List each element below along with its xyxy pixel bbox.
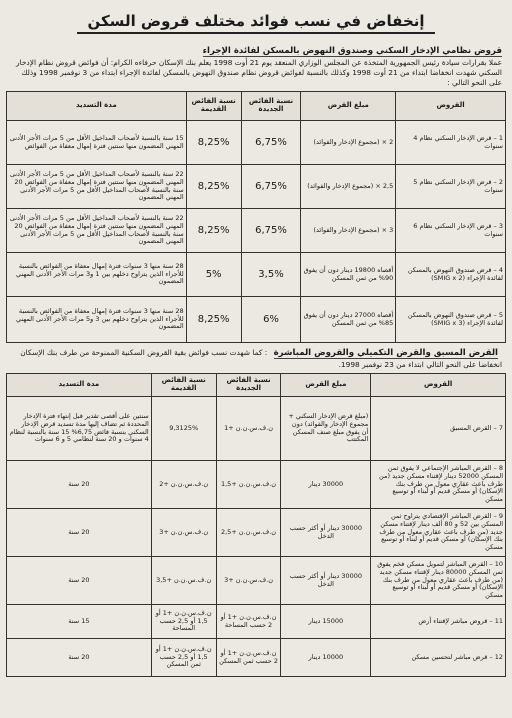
new-rate-cell: ن.ف.س.ن.ن +1 xyxy=(216,397,281,461)
loan-cell: 2 – قرض الإدخار السكني نظام 5 سنوات xyxy=(396,165,506,209)
header-new-rate: نسبة الفائض الجديدة xyxy=(241,92,301,121)
duration-cell: سنتين على أقصى تقدير قبل إنتهاء فترة الإدخار المحددة ثم تضاف إليها مدة تسديد قرض الإدخار السكني بنسبة فائض 6,75% 15 سنة بالنسبة لنظام 4 سنوات و 20 سنة لنظامي 5 و 6 سنوات xyxy=(7,397,152,461)
loan-cell: 4 – قرض صندوق النهوض بالمسكن لفائدة الإجراء (SMIG x 2) xyxy=(396,253,506,297)
amount-cell: 3 × (مجموع الإدخار والفوائد) xyxy=(301,209,396,253)
old-rate-cell: ن.ف.س.ن.ن +2 xyxy=(151,461,216,509)
section-1-intro: عملا بقرارات سيادة رئيس الجمهورية المتخذة عن المجلس الوزاري المنعقد يوم 21 أوت 1998 يعلم بنك الإسكان حرفاءه الكرام: أن فوائض قروض نظام الإدخار السكني شهدت انخفاضا ابتداء من 21 أوت 1998 وكذلك بالنسبة لفوائض قروض نظام صندوق النهوض بالمسكن لفائدة الإجراء ابتداء من 3 نوفمبر 1998 وذلك على النحو التالي : xyxy=(16,58,502,87)
loan-cell: 12 – قرض مباشر لتحسين مسكن xyxy=(371,639,506,677)
amount-cell: أقصاه 27000 دينار دون أن يفوق 85% من ثمن المسكن xyxy=(301,297,396,343)
loan-cell: 11 – قروض مباشر لإقتناء أرض xyxy=(371,605,506,639)
duration-cell: 15 سنة بالنسبة لأصحاب المداخيل الأقل من 5 مرات الأجر الأدنى المهني المضمون منها سنتين فترة إمهال معفاة من الفوائض xyxy=(7,121,187,165)
table-row xyxy=(7,165,506,209)
loan-cell: 3 – قرض الإدخار السكني نظام 6 سنوات xyxy=(396,209,506,253)
header-amount: مبلغ القرض xyxy=(301,92,396,121)
amount-cell: 15000 دينار xyxy=(281,605,371,639)
old-rate-cell: ن.ف.س.ن.ن +3 xyxy=(151,509,216,557)
table-1 xyxy=(6,91,506,343)
header-old-rate: نسبة الفائض القديمة xyxy=(151,374,216,397)
duration-cell: 20 سنة xyxy=(7,557,152,605)
loan-cell: 9 – القرض المباشر الإقتصادي يتراوح ثمن المسكن بين 52 و 80 ألف دينار لإقتناء مسكن جديد (من طرف باعث عقاري معول من طرف بنك الإسكان) أو مسكن قديم أو لبناء أو توسيع مسكن xyxy=(371,509,506,557)
old-rate-cell: ن.ف.س.ن.ن +3,5 xyxy=(151,557,216,605)
table-row xyxy=(7,639,506,677)
amount-cell: (مبلغ قرض الإدخار السكني + مجموع الإدخار والفوائد) دون أن يفوق مبلغ صنف المسكن المكتتب xyxy=(281,397,371,461)
title-block xyxy=(6,4,506,38)
header-new-rate: نسبة الفائض الجديدة xyxy=(216,374,281,397)
section-2-intro: : كما شهدت نسب فوائض بقية القروض السكنية الممنوحة من طرف بنك الإسكان انخفاضا على النحو التالي ابتداء من 23 نوفمبر 1998. xyxy=(20,348,502,369)
loan-cell: 10 – القرض المباشر لتمويل مسكن فخم يفوق ثمن المسكن 80000 دينار لإقتناء مسكن جديد (من طرف باعث عقاري معول من طرف بنك الإسكان) أو مسكن قديم أو لبناء أو توسيع مسكن xyxy=(371,557,506,605)
header-duration: مدة التسديد xyxy=(7,92,187,121)
table-row xyxy=(7,209,506,253)
new-rate-cell: ن.ف.س.ن.ن +1 أو 2 حسب المساحة xyxy=(216,605,281,639)
loan-cell: 7 – القرض المسبق xyxy=(371,397,506,461)
new-rate-cell: 6,75% xyxy=(241,165,301,209)
amount-cell: 2 × (مجموع الإدخار والفوائد) xyxy=(301,121,396,165)
table-row xyxy=(7,297,506,343)
table-row xyxy=(7,253,506,297)
old-rate-cell: 8,25% xyxy=(186,121,241,165)
new-rate-cell: ن.ف.س.ن.ن +1,5 xyxy=(216,461,281,509)
duration-cell: 22 سنة بالنسبة لأصحاب المداخيل الأقل من 5 مرات الأجر الأدنى المهني المضمون منها سنتين فترة إمهال معفاة من الفوائض 20 سنة بالنسبة لأصحاب المداخيل الأقل من 5 مرات الأجر الأدنى المهني المضمون xyxy=(7,209,187,253)
duration-cell: 28 سنة منها 3 سنوات فترة إمهال معفاة من الفوائض بالنسبة للأجراء الذين يتراوح دخلهم بين 1 و3 مرات الأجر الأدنى المهني المضمون xyxy=(7,253,187,297)
table-2 xyxy=(6,373,506,677)
old-rate-cell: 5% xyxy=(186,253,241,297)
table-row xyxy=(7,461,506,509)
section-2 xyxy=(6,346,506,677)
section-2-intro-block xyxy=(10,346,502,370)
duration-cell: 15 سنة xyxy=(7,605,152,639)
duration-cell: 20 سنة xyxy=(7,461,152,509)
table-row xyxy=(7,557,506,605)
header-duration: مدة التسديد xyxy=(7,374,152,397)
amount-cell: 30000 دينار xyxy=(281,461,371,509)
header-old-rate: نسبة الفائض القديمة xyxy=(186,92,241,121)
old-rate-cell: 8,25% xyxy=(186,165,241,209)
section-1 xyxy=(6,38,506,343)
section-1-heading: قروض نظامي الإدخار السكني وصندوق النهوض بالمسكن لفائدة الإجراء xyxy=(202,46,502,56)
duration-cell: 20 سنة xyxy=(7,509,152,557)
section-2-heading: القرض المسبق والقرض التكميلي والقروض المباشرة xyxy=(273,348,498,358)
new-rate-cell: 6,75% xyxy=(241,209,301,253)
table-1-header-row xyxy=(7,92,506,121)
header-loans: القروض xyxy=(371,374,506,397)
header-amount: مبلغ القرض xyxy=(281,374,371,397)
new-rate-cell: ن.ف.س.ن.ن +1 أو 2 حسب ثمن المسكن xyxy=(216,639,281,677)
page-title: إنخفاض في نسب فوائد مختلف قروض السكن xyxy=(77,8,434,34)
amount-cell: أقصاه 19800 دينار دون أن يفوق 90% من ثمن المسكن xyxy=(301,253,396,297)
old-rate-cell: 8,25% xyxy=(186,297,241,343)
loan-cell: 1 – قرض الإدخار السكني نظام 4 سنوات xyxy=(396,121,506,165)
new-rate-cell: 3,5% xyxy=(241,253,301,297)
table-row xyxy=(7,605,506,639)
table-row xyxy=(7,397,506,461)
loan-cell: 5 – قرض صندوق النهوض بالمسكن لفائدة الإجراء (SMIG x 3) xyxy=(396,297,506,343)
table-row xyxy=(7,509,506,557)
table-row xyxy=(7,121,506,165)
amount-cell: 10000 دينار xyxy=(281,639,371,677)
duration-cell: 22 سنة بالنسبة لأصحاب المداخيل الأقل من 5 مرات الأجر الأدنى المهني المضمون منها سنتين فترة إمهال معفاة من الفوائض 20 سنة بالنسبة لأصحاب المداخيل الأقل من 5 مرات الأجر الأدنى المهني المضمون xyxy=(7,165,187,209)
loan-cell: 8 – القرض المباشر الإجتماعي لا يفوق ثمن المسكن 52000 دينار لإقتناء مسكن جديد (من طرف باعث عقاري معول من طرف بنك الإسكان) أو مسكن قديم أو لبناء أو توسيع مسكن xyxy=(371,461,506,509)
duration-cell: 28 سنة منها 3 سنوات فترة إمهال معفاة من الفوائض بالنسبة للأجراء الذين يتراوح دخلهم بين 3 و5 مرات الأجر الأدنى المهني المضمون xyxy=(7,297,187,343)
old-rate-cell: 9,3125% xyxy=(151,397,216,461)
old-rate-cell: ن.ف.س.ن.ن +1 أو 1,5 أو 2,5 حسب المساحة xyxy=(151,605,216,639)
old-rate-cell: 8,25% xyxy=(186,209,241,253)
new-rate-cell: ن.ف.س.ن.ن +3 xyxy=(216,557,281,605)
amount-cell: 30000 دينار أو أكثر حسب الدخل xyxy=(281,509,371,557)
new-rate-cell: 6% xyxy=(241,297,301,343)
amount-cell: 2,5 × (مجموع الإدخار والفوائد) xyxy=(301,165,396,209)
old-rate-cell: ن.ف.س.ن.ن +1 أو 1,5 أو 2,5 حسب ثمن المسكن xyxy=(151,639,216,677)
new-rate-cell: ن.ف.س.ن.ن +2,5 xyxy=(216,509,281,557)
duration-cell: 20 سنة xyxy=(7,639,152,677)
new-rate-cell: 6,75% xyxy=(241,121,301,165)
table-2-header-row xyxy=(7,374,506,397)
header-loans: القروض xyxy=(396,92,506,121)
amount-cell: 30000 دينار أو أكثر حسب الدخل xyxy=(281,557,371,605)
